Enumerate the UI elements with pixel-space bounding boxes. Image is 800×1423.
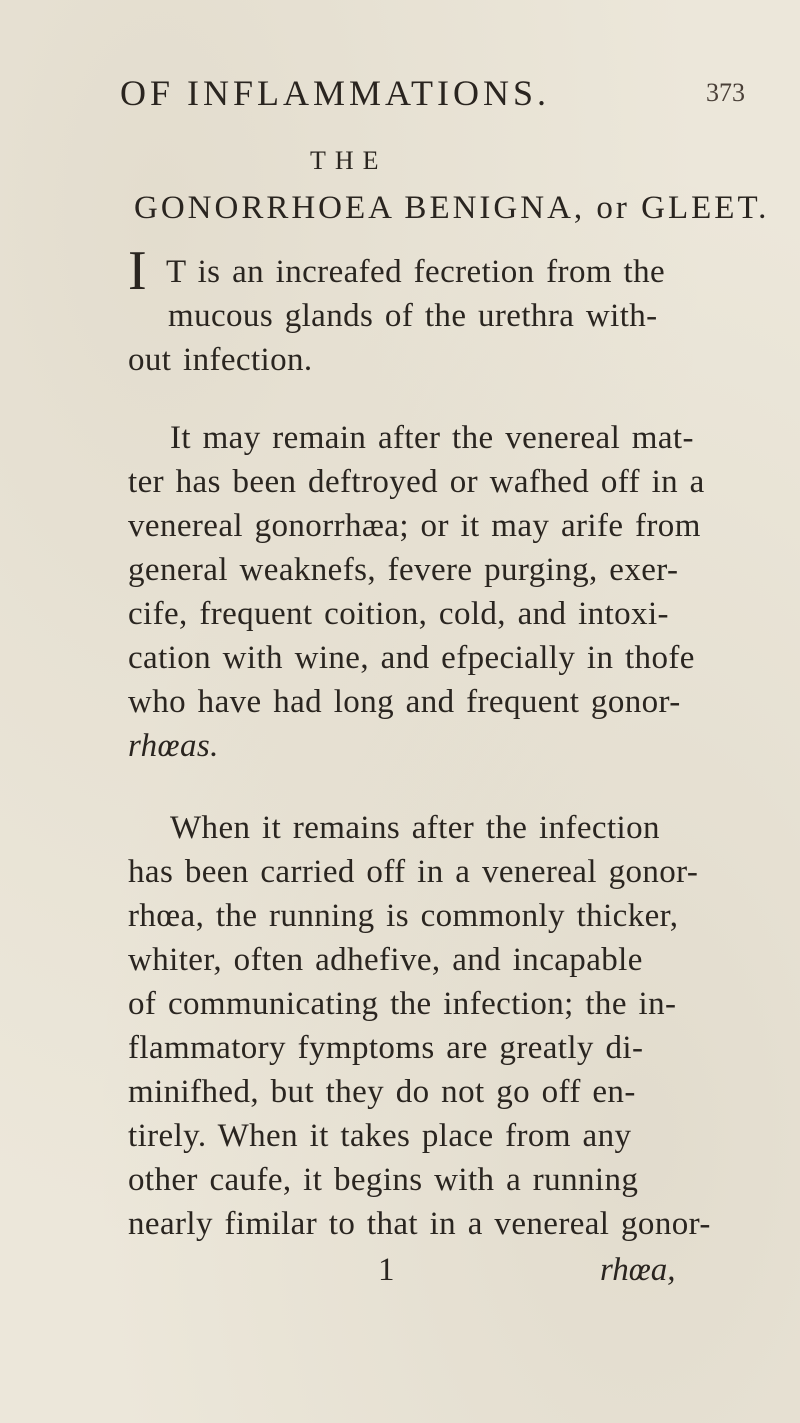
text-line: other caufe, it begins with a running	[128, 1162, 639, 1198]
catchword: rhœa,	[600, 1252, 676, 1288]
text-line: rhœas.	[128, 728, 219, 764]
text-line: minifhed, but they do not go off en-	[128, 1074, 636, 1110]
section-title: GONORRHOEA BENIGNA, or GLEET.	[134, 190, 770, 226]
text-line: mucous glands of the urethra with-	[168, 298, 658, 334]
text-line: venereal gonorrhæa; or it may arife from	[128, 508, 701, 544]
signature-mark: 1	[378, 1252, 395, 1288]
text-line: who have had long and frequent gonor-	[128, 684, 681, 720]
section-subhead: THE	[310, 146, 388, 175]
text-line: rhœa, the running is commonly thicker,	[128, 898, 679, 934]
text-line: has been carried off in a venereal gonor-	[128, 854, 699, 890]
text-line: whiter, often adhefive, and incapable	[128, 942, 643, 978]
text-line: of communicating the infection; the in-	[128, 986, 677, 1022]
text-line: tirely. When it takes place from any	[128, 1118, 632, 1154]
text-line: cife, frequent coition, cold, and intoxi-	[128, 596, 669, 632]
text-line: cation with wine, and efpecially in thofe	[128, 640, 695, 676]
running-head: OF INFLAMMATIONS.	[120, 73, 551, 113]
text-line: flammatory fymptoms are greatly di-	[128, 1030, 644, 1066]
text-line: ter has been deftroyed or wafhed off in a	[128, 464, 705, 500]
text-line: When it remains after the infection	[170, 810, 660, 846]
page-number: 373	[706, 78, 745, 107]
text-line: out infection.	[128, 342, 313, 378]
text-line: It may remain after the venereal mat-	[170, 420, 694, 456]
drop-cap: I	[128, 240, 147, 302]
text-line: T is an increafed fecretion from the	[166, 254, 666, 290]
text-line: nearly fimilar to that in a venereal gonor-	[128, 1206, 711, 1242]
text-line: general weaknefs, fevere purging, exer-	[128, 552, 679, 588]
